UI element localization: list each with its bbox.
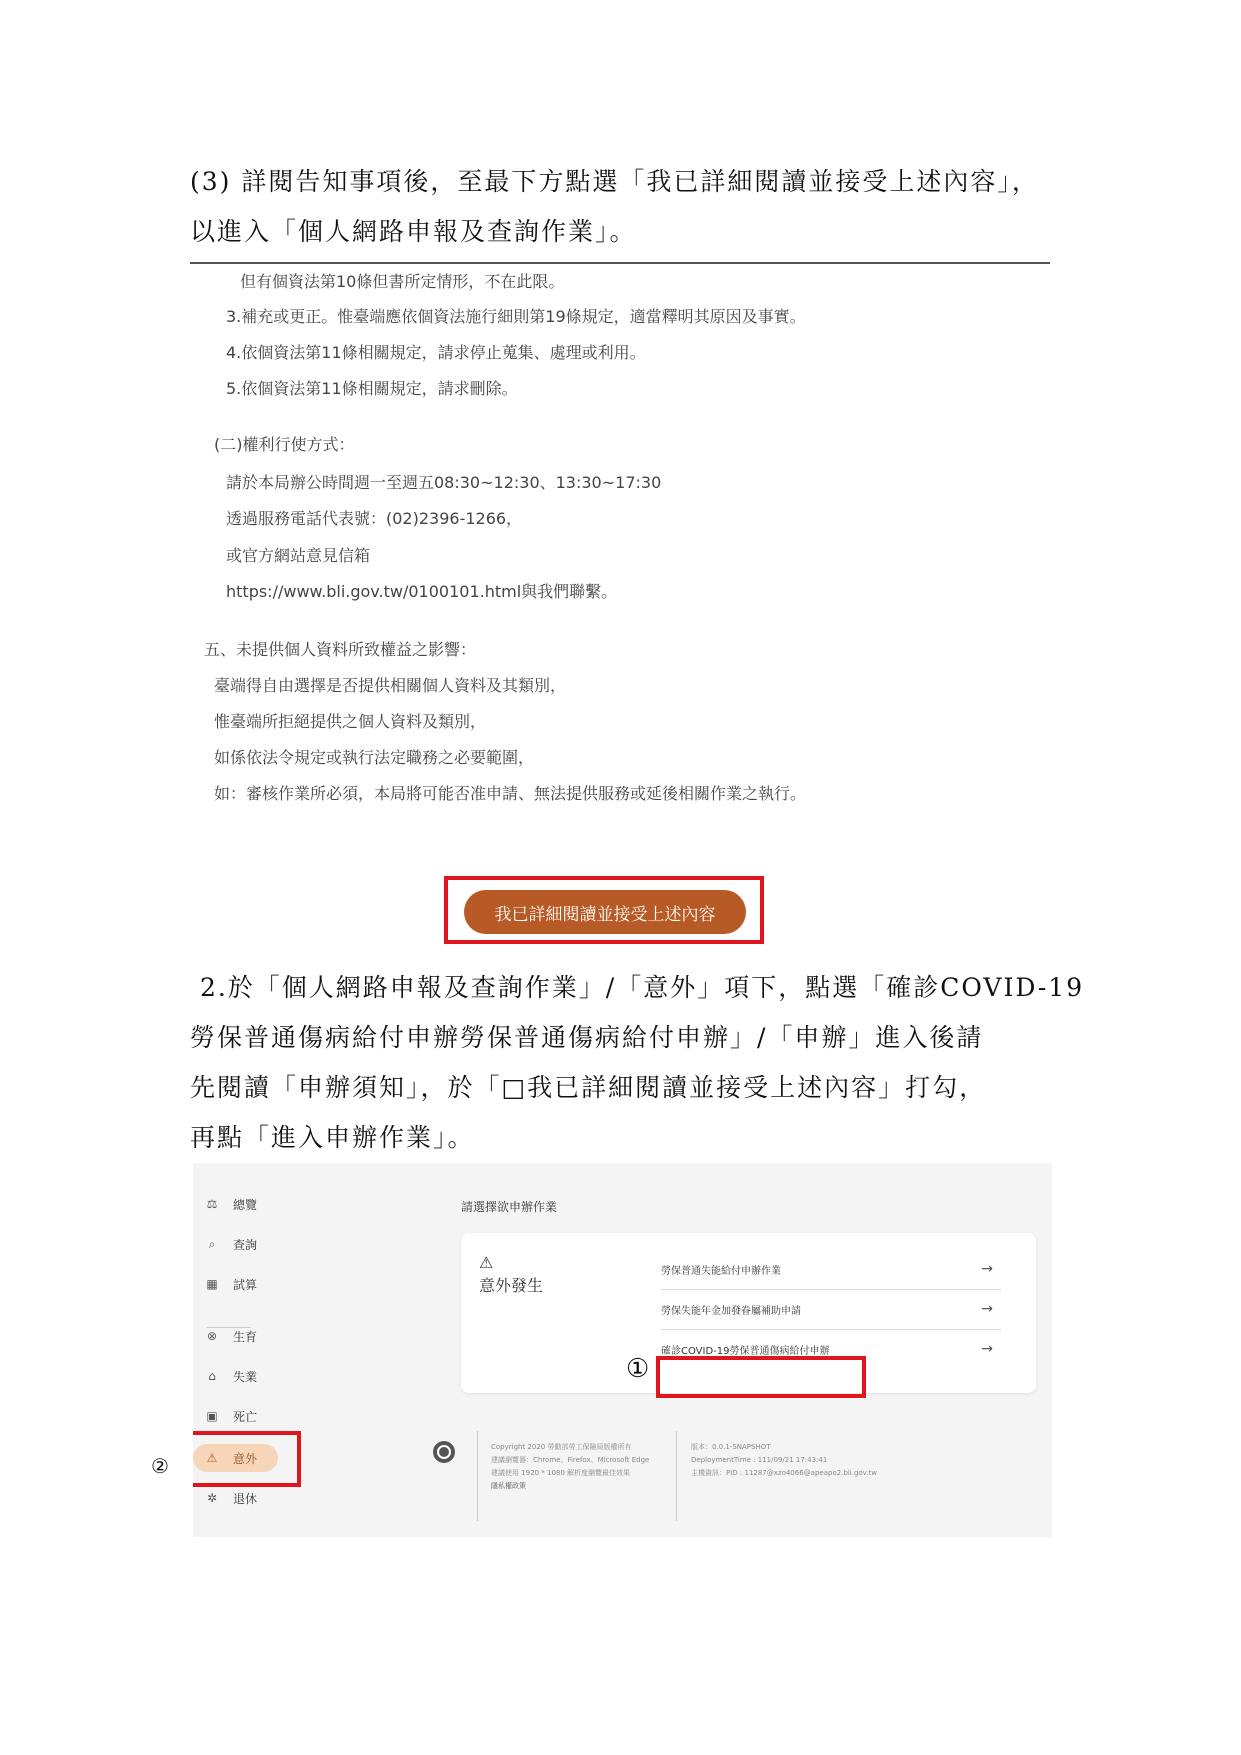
step-2-line-3: 先閱讀「申辦須知」，於「□我已詳細閱讀並接受上述內容」打勾， <box>190 1073 987 1102</box>
step-3-line-2: 以進入「個人網路申報及查詢作業」。 <box>190 217 637 246</box>
retirement-icon: ✲ <box>206 1491 218 1505</box>
step-2-line-4: 再點「進入申辦作業」。 <box>190 1123 475 1152</box>
footer-left <box>491 1441 649 1493</box>
footer-copyright: Copyright 2020 勞動部勞工保險局版權所有 <box>491 1443 632 1451</box>
notice-link-line: https://www.bli.gov.tw/0100101.html與我們聯繫。 <box>226 582 618 601</box>
notice-heading: (二)權利行使方式： <box>214 435 355 454</box>
accident-icon: ⚠ <box>479 1253 494 1272</box>
footer-divider <box>477 1431 478 1521</box>
service-label: 勞保失能年金加發眷屬補助申請 <box>661 1305 801 1317</box>
service-label: 確診COVID-19勞保普通傷病給付申辦 <box>661 1345 830 1357</box>
card-title: 意外發生 <box>479 1276 544 1295</box>
sidebar-item-label: 生育 <box>233 1329 258 1344</box>
highlight-box-covid <box>656 1356 866 1398</box>
sidebar-item-label: 試算 <box>233 1277 258 1292</box>
notice-line: 如：審核作業所必須，本局將可能否准申請、無法提供服務或延後相關作業之執行。 <box>214 784 807 803</box>
step-3-instructions <box>190 157 1065 257</box>
arrow-right-icon: → <box>981 1261 993 1277</box>
calculator-icon: ▦ <box>206 1277 218 1291</box>
notice-line: 或官方網站意見信箱 <box>226 546 371 565</box>
footer-host-info: 主機資訊：PID : 11287@xzo4066@apeapo2.bli.gov.tw <box>691 1469 877 1477</box>
sidebar-item-label: 總覽 <box>233 1197 258 1212</box>
arrow-right-icon: → <box>981 1301 993 1317</box>
sidebar-item-label: 失業 <box>233 1369 258 1384</box>
consent-button[interactable]: 我已詳細閱讀並接受上述內容 <box>464 890 746 934</box>
footer-resolution: 建議使用 1920 * 1080 解析度瀏覽最佳效果 <box>491 1469 631 1477</box>
notice-screenshot <box>190 262 1050 952</box>
search-icon: ⌕ <box>208 1236 216 1251</box>
privacy-policy-link[interactable]: 隱私權政策 <box>491 1482 526 1490</box>
sidebar-item-search[interactable] <box>205 1231 257 1257</box>
notice-line: 4.依個資法第11條相關規定，請求停止蒐集、處理或利用。 <box>226 343 646 362</box>
step-3-line-1: (3) 詳閱告知事項後，至最下方點選「我已詳細閱讀並接受上述內容」， <box>190 167 1039 196</box>
notice-line: 3.補充或更正。惟臺端應依個資法施行細則第19條規定，適當釋明其原因及事實。 <box>226 307 806 326</box>
service-label: 勞保普通失能給付申辦作業 <box>661 1265 781 1277</box>
notice-line: 但有個資法第10條但書所定情形，不在此限。 <box>240 272 565 291</box>
marker-2: ② <box>151 1454 169 1478</box>
bli-logo <box>433 1441 455 1463</box>
notice-line: 5.依個資法第11條相關規定，請求刪除。 <box>226 379 518 398</box>
step-2-line-2: 勞保普通傷病給付申辦勞保普通傷病給付申辦」/「申辦」進入後請 <box>190 1023 984 1052</box>
notice-heading: 五、未提供個人資料所致權益之影響： <box>204 640 477 659</box>
death-icon: ▣ <box>206 1409 218 1423</box>
marker-1: ① <box>626 1354 650 1384</box>
notice-line: 請於本局辦公時間週一至週五08:30~12:30、13:30~17:30 <box>226 473 662 492</box>
service-link-disability[interactable] <box>661 1249 1001 1290</box>
step-2-line-1: 2.於「個人網路申報及查詢作業」/「意外」項下，點選「確診COVID-19 <box>190 973 1085 1002</box>
sidebar-item-death[interactable] <box>205 1403 257 1429</box>
footer-right <box>691 1441 877 1480</box>
sidebar-item-calculate[interactable] <box>205 1271 257 1297</box>
sidebar-item-label: 意外 <box>233 1451 258 1466</box>
overview-icon: ⚖ <box>206 1197 218 1211</box>
footer-divider <box>676 1431 677 1521</box>
birth-icon: ⊗ <box>206 1329 218 1343</box>
sidebar-item-label: 查詢 <box>233 1237 258 1252</box>
divider <box>190 262 1050 264</box>
sidebar-item-label: 退休 <box>233 1491 258 1506</box>
accident-icon: ⚠ <box>206 1451 218 1465</box>
notice-line: 臺端得自由選擇是否提供相關個人資料及其類別， <box>214 676 567 695</box>
section-title: 請選擇欲申辦作業 <box>461 1200 558 1214</box>
sidebar-item-label: 死亡 <box>233 1409 258 1424</box>
sidebar-item-birth[interactable] <box>205 1323 257 1349</box>
unemployment-icon: ⌂ <box>208 1369 216 1383</box>
sidebar-item-overview[interactable] <box>205 1191 257 1217</box>
highlight-box-accident <box>193 1431 301 1487</box>
notice-line: 惟臺端所拒絕提供之個人資料及類別， <box>214 712 487 731</box>
notice-line: 如係依法令規定或執行法定職務之必要範圍， <box>214 748 535 767</box>
service-link-dependent-subsidy[interactable] <box>661 1289 1001 1330</box>
notice-line: 透過服務電話代表號：(02)2396-1266， <box>226 509 523 528</box>
footer-browser: 建議瀏覽器：Chrome、Firefox、Microsoft Edge <box>491 1456 650 1464</box>
footer-deploy-time: DeploymentTime : 111/09/21 17:43:41 <box>691 1456 828 1464</box>
step-2-instructions <box>190 963 1085 1163</box>
portal-screenshot <box>193 1163 1052 1537</box>
footer-version: 版本：0.0.1-SNAPSHOT <box>691 1443 771 1451</box>
sidebar-item-retirement[interactable] <box>205 1485 257 1511</box>
arrow-right-icon: → <box>981 1341 993 1357</box>
sidebar-item-unemployment[interactable] <box>205 1363 257 1389</box>
